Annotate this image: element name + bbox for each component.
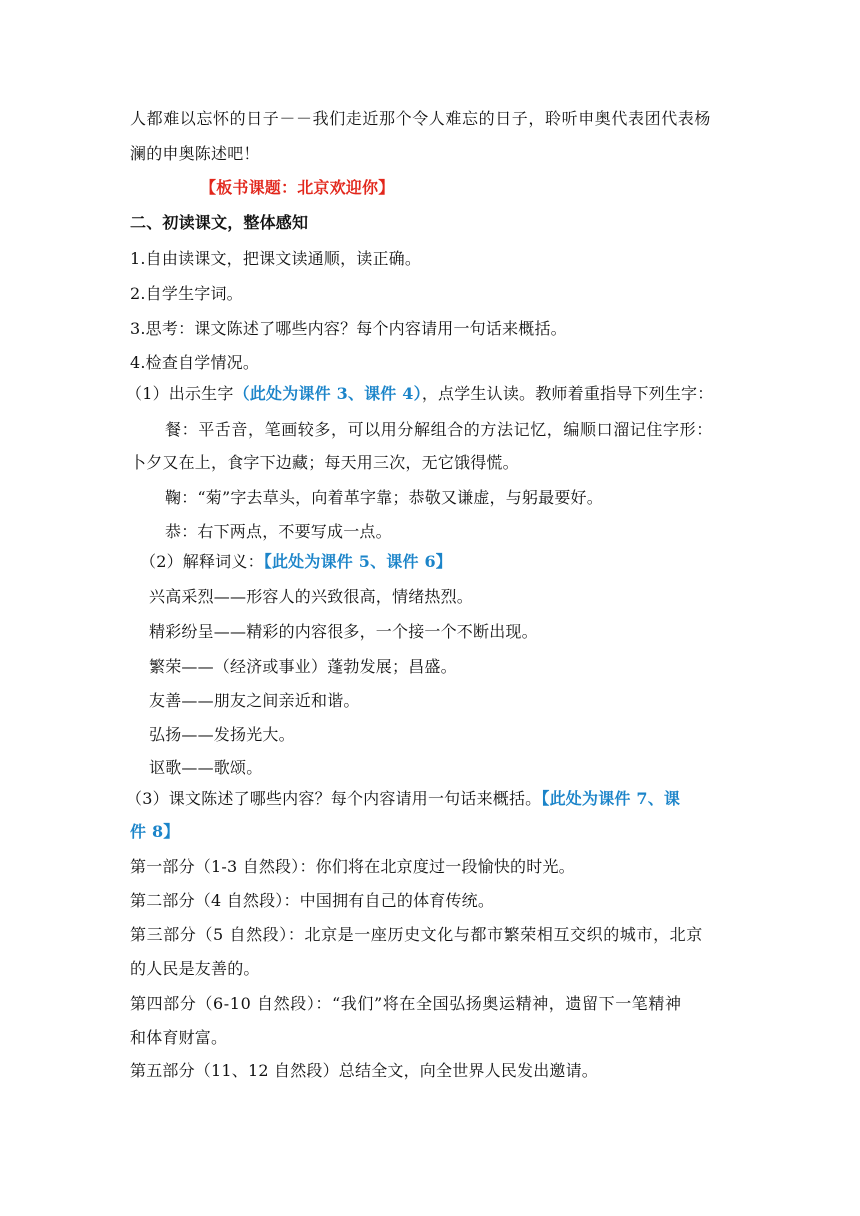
char-can-line-2: 卜夕又在上，食字下边藏；每天用三次，无它饿得慌。 — [130, 453, 519, 472]
step-1: 1.自由读课文，把课文读通顺，读正确。 — [130, 249, 422, 268]
part-1: 第一部分（1-3 自然段）：你们将在北京度过一段愉快的时光。 — [130, 857, 575, 876]
sub-item-1 — [126, 384, 746, 404]
part-4-line-2: 和体育财富。 — [130, 1028, 228, 1047]
vocab-item: 讴歌——歌颂。 — [149, 758, 263, 777]
step-4: 4.检查自学情况。 — [130, 353, 260, 372]
sub-item-1-prefix: （1）出示生字 — [126, 384, 234, 403]
part-5: 第五部分（11、12 自然段）总结全文，向全世界人民发出邀请。 — [130, 1061, 599, 1080]
courseware-reference: 【此处为课件 7、课 — [541, 789, 681, 808]
courseware-reference-continued: 件 8】 — [130, 822, 180, 841]
part-2: 第二部分（4 自然段）：中国拥有自己的体育传统。 — [130, 891, 495, 910]
part-4-line-1: 第四部分（6-10 自然段）：“我们”将在全国弘扬奥运精神，遗留下一笔精神 — [130, 994, 682, 1013]
char-gong: 恭：右下两点，不要写成一点。 — [165, 522, 392, 541]
sub-item-2 — [140, 552, 760, 572]
sub-item-3-prefix: （3）课文陈述了哪些内容？每个内容请用一句话来概括。 — [126, 789, 542, 808]
courseware-reference: （此处为课件 3、课件 4） — [233, 384, 422, 403]
intro-paragraph-line-2: 澜的申奥陈述吧！ — [130, 144, 260, 163]
intro-paragraph-line-1: 人都难以忘怀的日子－－我们走近那个令人难忘的日子，聆听申奥代表团代表杨 — [130, 109, 712, 128]
part-3-line-1: 第三部分（5 自然段）：北京是一座历史文化与都市繁荣相互交织的城市，北京 — [130, 925, 703, 944]
sub-item-1-suffix: ，点学生认读。教师着重指导下列生字： — [421, 384, 714, 403]
char-ju: 鞠：“菊”字去草头，向着革字靠；恭敬又谦虚，与躬最要好。 — [165, 488, 603, 507]
vocab-item: 繁荣——（经济或事业）蓬勃发展；昌盛。 — [149, 657, 457, 676]
vocab-item: 弘扬——发扬光大。 — [149, 725, 295, 744]
part-3-line-2: 的人民是友善的。 — [130, 959, 260, 978]
step-2: 2.自学生字词。 — [130, 284, 243, 303]
sub-item-3 — [126, 789, 746, 809]
section-heading: 二、初读课文，整体感知 — [130, 213, 309, 232]
vocab-item: 兴高采烈——形容人的兴致很高，情绪热烈。 — [149, 587, 474, 606]
vocab-item: 精彩纷呈——精彩的内容很多，一个接一个不断出现。 — [149, 622, 538, 641]
char-can-line-1: 餐：平舌音，笔画较多，可以用分解组合的方法记忆，编顺口溜记住字形： — [165, 420, 713, 439]
step-3: 3.思考：课文陈述了哪些内容？每个内容请用一句话来概括。 — [130, 319, 567, 338]
board-title: 【板书课题：北京欢迎你】 — [200, 178, 395, 197]
vocab-item: 友善——朋友之间亲近和谐。 — [149, 691, 360, 710]
courseware-reference: 【此处为课件 5、课件 6】 — [263, 552, 452, 571]
sub-item-2-prefix: （2）解释词义： — [140, 552, 264, 571]
